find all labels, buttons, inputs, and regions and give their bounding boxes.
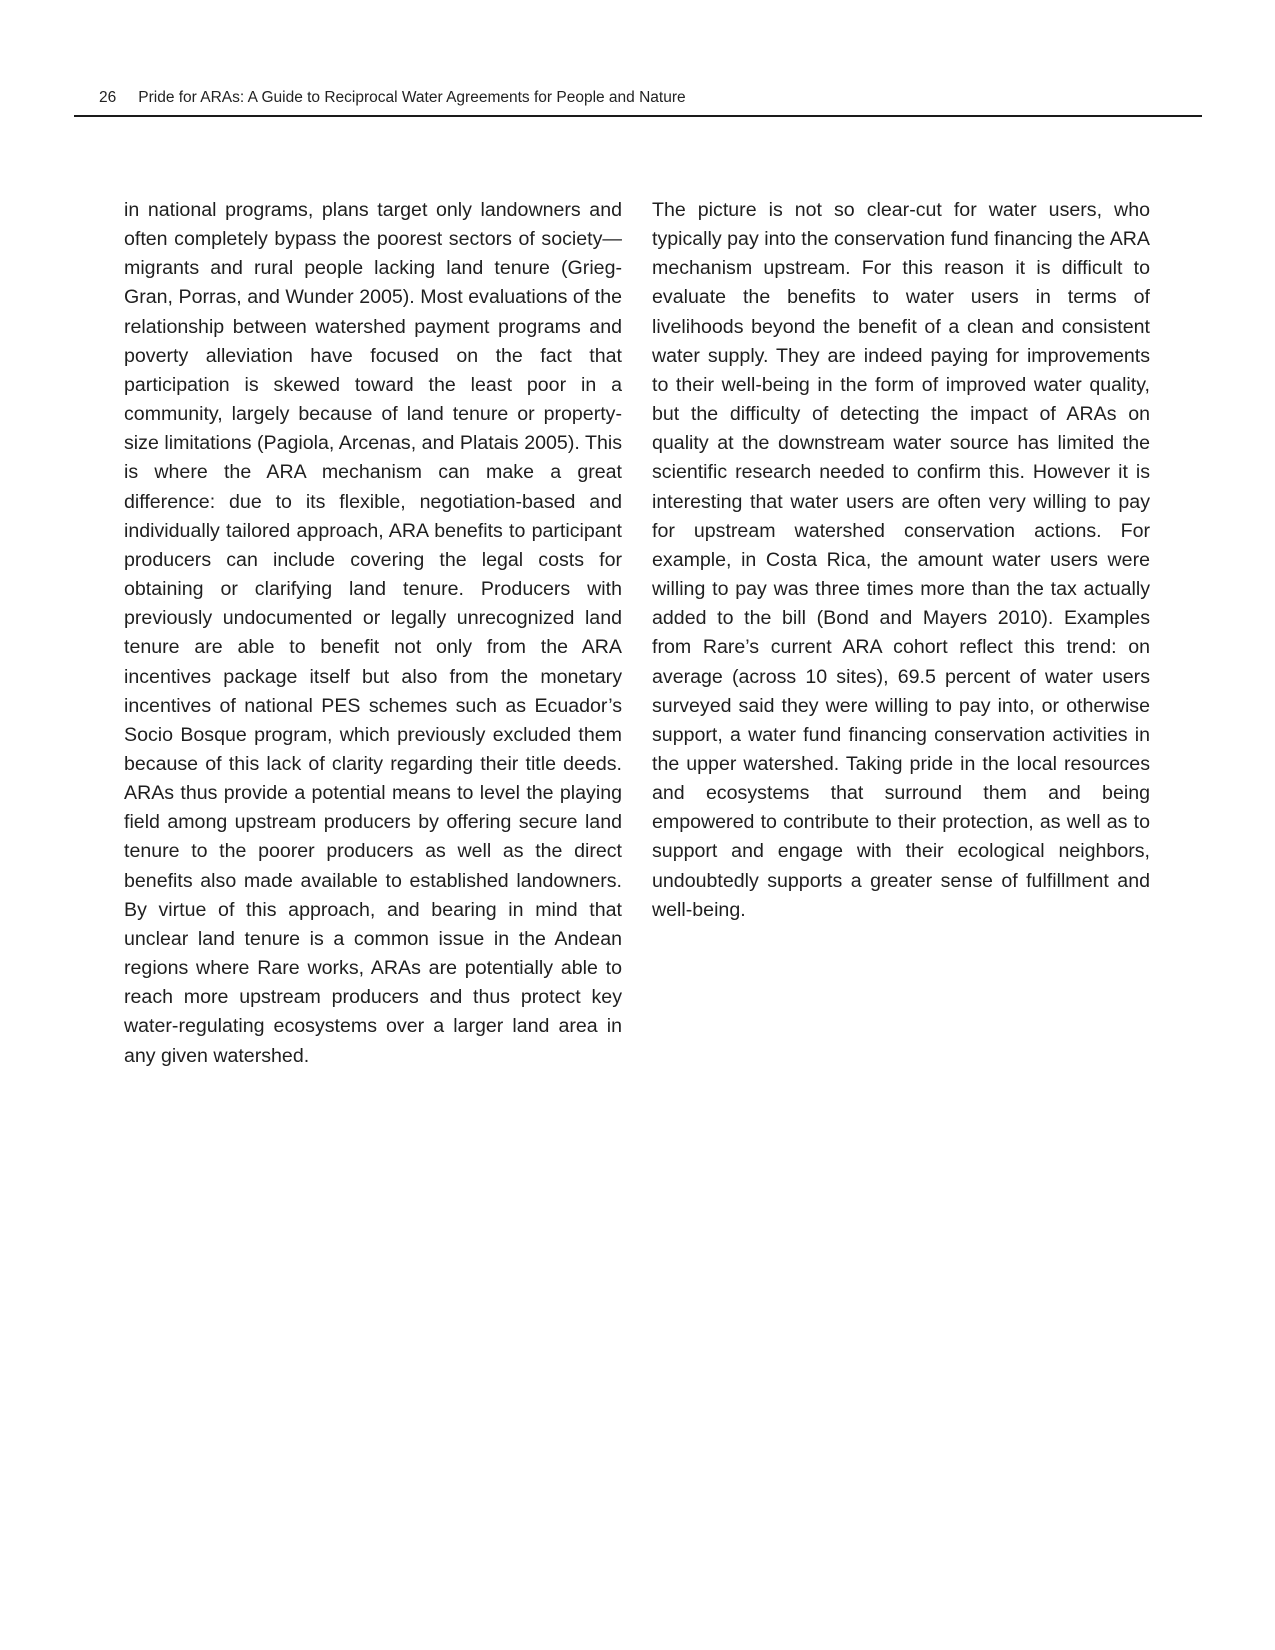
header-rule (74, 115, 1202, 117)
running-header (99, 89, 686, 107)
body-column-right: The picture is not so clear-cut for water users, who typically pay into the conservation fund financing the ARA mechanism upstream. For this reason it is difficult to evaluate the benefits to water users in terms of livelihoods beyond the benefit of a clean and consistent water supply. They are indeed paying for improvements to their well-being in the form of improved water quality, but the difficulty of detecting the impact of ARAs on quality at the downstream water source has limited the scientific research needed to confirm this. However it is interesting that water users are often very willing to pay for upstream watershed conservation actions. For example, in Costa Rica, the amount water users were willing to pay was three times more than the tax actually added to the bill (Bond and Mayers 2010). Examples from Rare’s current ARA cohort reflect this trend: on average (across 10 sites), 69.5 percent of water users surveyed said they were willing to pay into, or otherwise support, a water fund financing conservation activities in the upper watershed. Taking pride in the local resources and ecosystems that surround them and being empowered to contribute to their protection, as well as to support and engage with their ecological neighbors, undoubtedly supports a greater sense of fulfillment and well-being. (652, 199, 1150, 921)
running-title: Pride for ARAs: A Guide to Reciprocal Water Agreements for People and Nature (138, 89, 686, 106)
body-column-left: in national programs, plans target only landowners and often completely bypass the poorest sectors of society—migrants and rural people lacking land tenure (Grieg-Gran, Porras, and Wunder 2005). Most evaluations of the relationship between watershed payment programs and poverty alleviation have focused on the fact that participation is skewed toward the least poor in a community, largely because of land tenure or property-size limitations (Pagiola, Arcenas, and Platais 2005). This is where the ARA mechanism can make a great difference: due to its flexible, negotiation-based and individually tailored approach, ARA benefits to participant producers can include covering the legal costs for obtaining or clarifying land tenure. Producers with previously undocumented or legally unrecognized land tenure are able to benefit not only from the ARA incentives package itself but also from the monetary incentives of national PES schemes such as Ecuador’s Socio Bosque program, which previously excluded them because of this lack of clarity regarding their title deeds. ARAs thus provide a potential means to level the playing field among upstream producers by offering secure land tenure to the poorer producers as well as the direct benefits also made available to established landowners. By virtue of this approach, and bearing in mind that unclear land tenure is a common issue in the Andean regions where Rare works, ARAs are potentially able to reach more upstream producers and thus protect key water-regulating ecosystems over a larger land area in any given watershed. (124, 199, 622, 1067)
page-number: 26 (99, 89, 117, 106)
